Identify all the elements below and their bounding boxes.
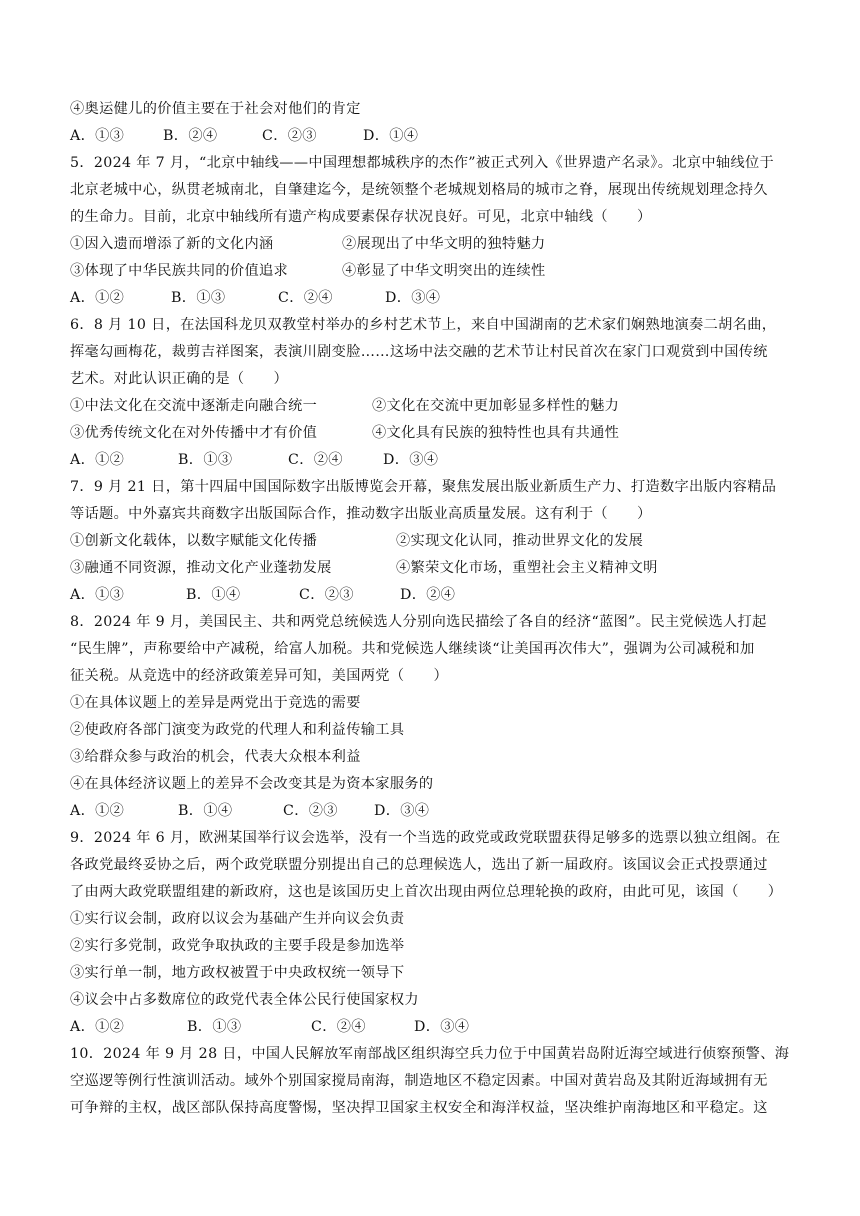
q7-option-a: A．①③ [70,587,125,603]
q7-stem-line: 7．9 月 21 日，第十四届中国国际数字出版博览会开幕，聚焦发展出版业新质生产力、打造数字出版内容精品 [70,479,777,495]
q4-options [70,126,418,146]
q6-stem-line: 艺术。对此认识正确的是（ ） [70,371,289,387]
q10-stem-line: 可争辩的主权，战区部队保持高度警惕，坚决捍卫国家主权安全和海洋权益，坚决维护南海地区和平稳定。这 [70,1100,768,1116]
q5-option-b: B．①③ [171,290,226,306]
q8-option-b: B．①④ [178,803,233,819]
q9-statement: ④议会中占多数席位的政党代表全体公民行使国家权力 [70,992,419,1008]
q8-option-d: D．③④ [374,803,430,819]
q4-option-c: C．②③ [262,128,317,144]
q5-option-d: D．③④ [385,290,441,306]
q6-options [70,450,438,470]
q9-stem-line: 了由两大政党联盟组建的新政府，这也是该国历史上首次出现由两位总理轮换的政府，由此可见，该国（ ） [70,884,783,900]
q4-option-d: D．①④ [363,128,419,144]
q5-stem-line: 的生命力。目前，北京中轴线所有遗产构成要素保存状况良好。可见，北京中轴线（ ） [70,209,652,225]
q7-statement-3: ③融通不同资源，推动文化产业蓬勃发展 [70,560,332,576]
q6-statement-1: ①中法文化在交流中逐渐走向融合统一 [70,398,318,414]
q8-statement: ②使政府各部门演变为政党的代理人和利益传输工具 [70,722,405,738]
q6-statement-4: ④文化具有民族的独特性也具有共通性 [372,425,620,441]
q10-stem-line: 10．2024 年 9 月 28 日，中国人民解放军南部战区组织海空兵力位于中国黄岩岛附近海空域进行侦察预警、海 [70,1046,790,1062]
q8-statement: ①在具体议题上的差异是两党出于竞选的需要 [70,695,361,711]
q6-option-a: A．①② [70,452,125,468]
q7-statement-2: ②实现文化认同，推动世界文化的发展 [396,533,644,549]
q8-stem-line: 征关税。从竞选中的经济政策差异可知，美国两党（ ） [70,668,448,684]
q5-options [70,288,440,308]
q9-stem-line: 9．2024 年 6 月，欧洲某国举行议会选举，没有一个当选的政党或政党联盟获得足够多的选票以独立组阁。在 [70,830,781,846]
q7-statement-4: ④繁荣文化市场，重塑社会主义精神文明 [396,560,658,576]
q8-stem-line: “民生牌”，声称要给中产减税，给富人加税。共和党候选人继续谈“让美国再次伟大”，强调为公司减税和加 [70,641,755,657]
q10-stem-line: 空巡逻等例行性演训活动。域外个别国家搅局南海，制造地区不稳定因素。中国对黄岩岛及其附近海域拥有无 [70,1073,768,1089]
q8-option-a: A．①② [70,803,125,819]
q6-option-d: D．③④ [383,452,439,468]
q4-option-b: B．②④ [163,128,218,144]
q5-stem-line: 北京老城中心，纵贯老城南北，自肇建迄今，是统领整个老城规划格局的城市之脊，展现出传统规划理念持久 [70,182,768,198]
q6-option-c: C．②④ [288,452,343,468]
q9-option-a: A．①② [70,1019,125,1035]
q9-stem-line: 各政党最终妥协之后，两个政党联盟分别提出自己的总理候选人，选出了新一届政府。该国议会正式投票通过 [70,857,768,873]
q5-statement-2: ②展现出了中华文明的独特魅力 [342,236,546,252]
q9-option-c: C．②④ [311,1019,366,1035]
q6-stem-line: 挥毫勾画梅花，裁剪吉祥图案，表演川剧变脸……这场中法交融的艺术节让村民首次在家门口观赏到中国传统 [70,344,768,360]
q6-statement-3: ③优秀传统文化在对外传播中才有价值 [70,425,318,441]
q6-option-b: B．①③ [178,452,233,468]
q5-statement-1: ①因入遗而增添了新的文化内涵 [70,236,274,252]
q4-option-a: A．①③ [70,128,125,144]
q6-stem-line: 6．8 月 10 日，在法国科龙贝双教堂村举办的乡村艺术节上，来自中国湖南的艺术家们娴熟地演奏二胡名曲， [70,317,777,333]
q7-option-d: D．②④ [400,587,456,603]
q8-option-c: C．②③ [283,803,338,819]
q7-stem-line: 等话题。中外嘉宾共商数字出版国际合作，推动数字出版业高质量发展。这有利于（ ） [70,506,652,522]
q5-option-c: C．②④ [278,290,333,306]
q5-option-a: A．①② [70,290,125,306]
q8-options [70,801,429,821]
q5-statement-3: ③体现了中华民族共同的价值追求 [70,263,289,279]
q9-option-d: D．③④ [414,1019,470,1035]
q9-statement: ②实行多党制，政党争取执政的主要手段是参加选举 [70,938,405,954]
q5-statement-4: ④彰显了中华文明突出的连续性 [342,263,546,279]
q7-option-c: C．②③ [299,587,354,603]
q7-option-b: B．①④ [186,587,241,603]
q7-statement-1: ①创新文化载体，以数字赋能文化传播 [70,533,318,549]
q5-stem-line: 5．2024 年 7 月，“北京中轴线——中国理想都城秩序的杰作”被正式列入《世界遗产名录》。北京中轴线位于 [70,155,775,171]
q4-statement-4: ④奥运健儿的价值主要在于社会对他们的肯定 [70,101,361,117]
q9-statement: ①实行议会制，政府以议会为基础产生并向议会负责 [70,911,405,927]
q6-statement-2: ②文化在交流中更加彰显多样性的魅力 [372,398,620,414]
q9-option-b: B．①③ [187,1019,242,1035]
q9-options [70,1017,469,1037]
q8-statement: ④在具体经济议题上的差异不会改变其是为资本家服务的 [70,776,434,792]
q8-statement: ③给群众参与政治的机会，代表大众根本利益 [70,749,361,765]
q9-statement: ③实行单一制，地方政权被置于中央政权统一领导下 [70,965,405,981]
q7-options [70,585,455,605]
q8-stem-line: 8．2024 年 9 月，美国民主、共和两党总统候选人分别向选民描绘了各自的经济“蓝图”。民主党候选人打起 [70,614,767,630]
